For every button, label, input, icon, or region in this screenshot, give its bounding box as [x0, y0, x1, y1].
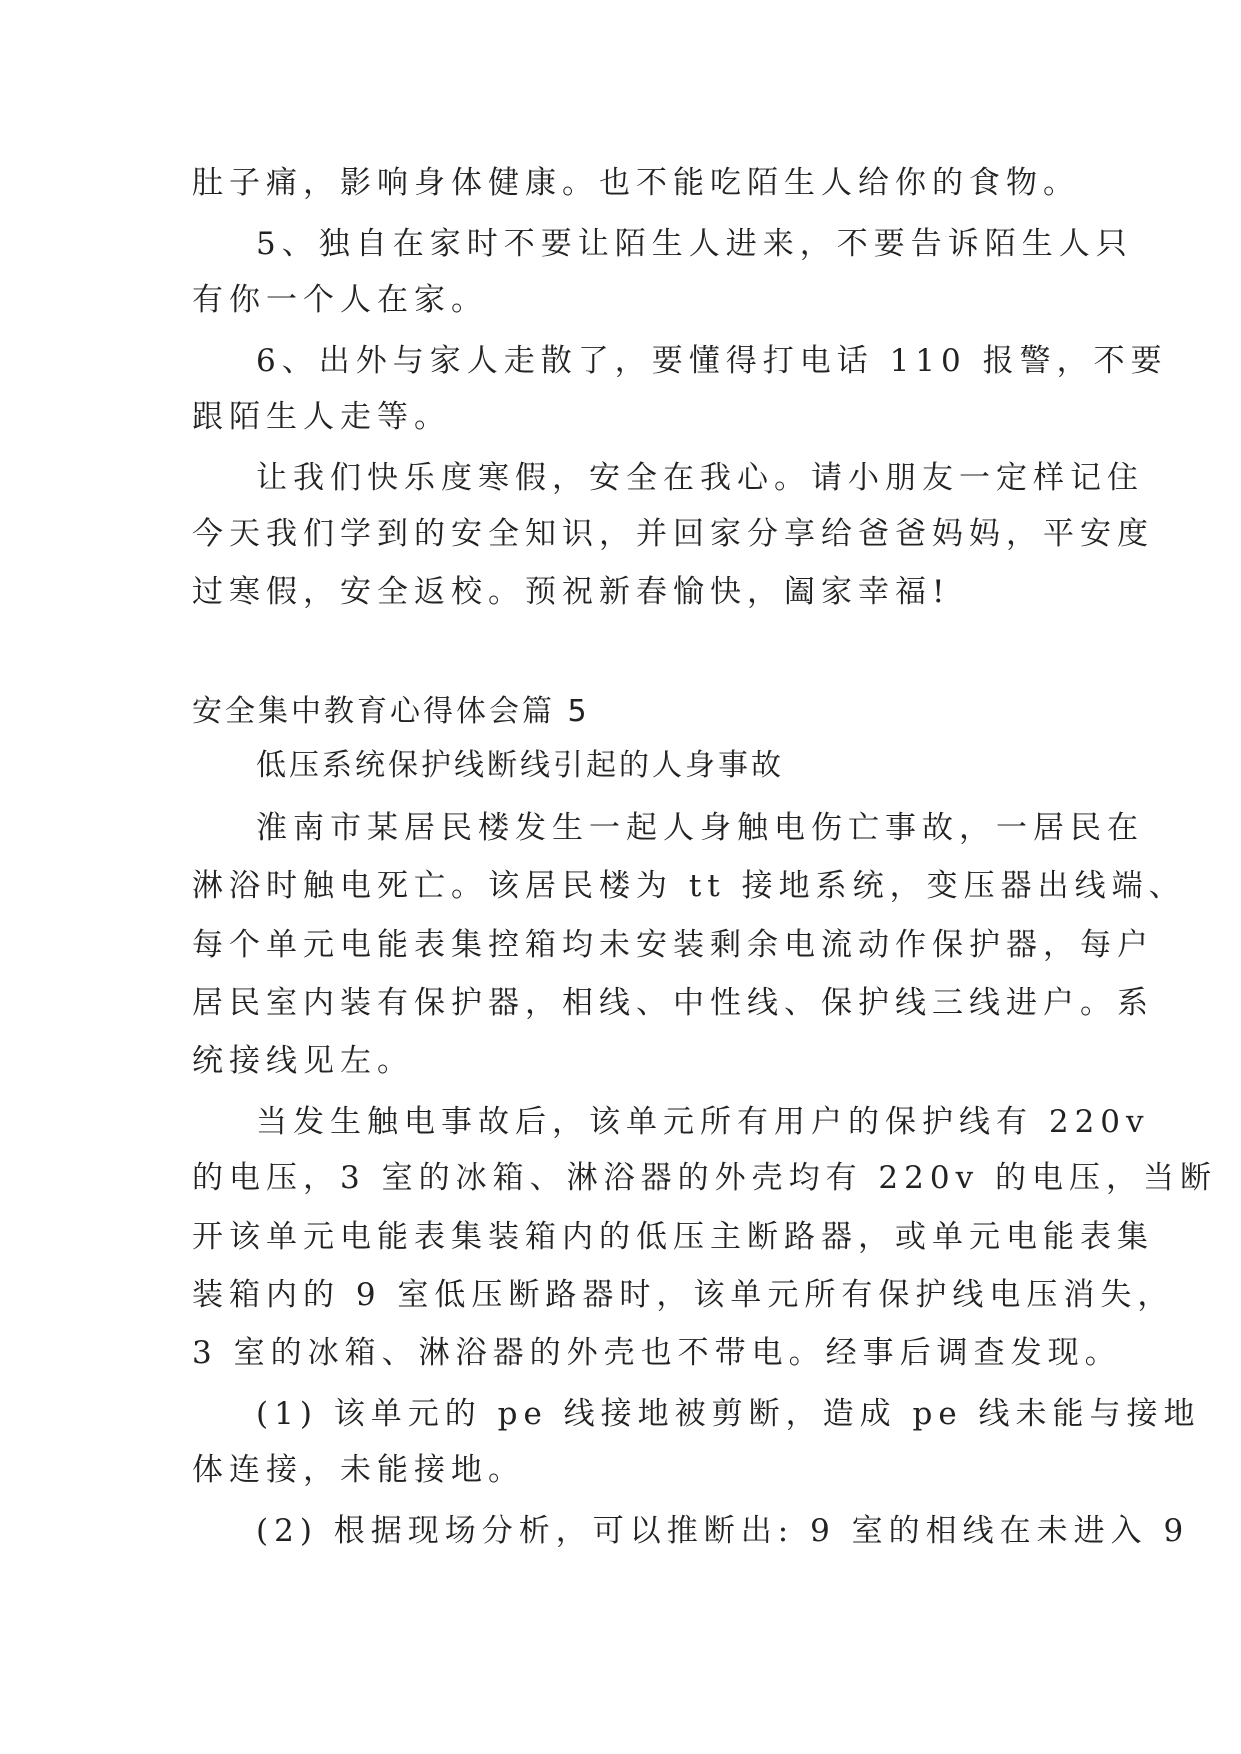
paragraph-line-1: 肚子痛，影响身体健康。也不能吃陌生人给你的食物。 [192, 165, 1080, 201]
paragraph-line-16: 开该单元电能表集装箱内的低压主断路器，或单元电能表集 [192, 1219, 1154, 1255]
paragraph-line-17: 装箱内的 9 室低压断路器时，该单元所有保护线电压消失， [192, 1277, 1175, 1313]
section-subheading: 低压系统保护线断线引起的人身事故 [256, 748, 784, 783]
paragraph-line-13: 统接线见左。 [192, 1043, 414, 1079]
section-heading: 安全集中教育心得体会篇 5 [192, 694, 590, 729]
paragraph-line-14: 当发生触电事故后，该单元所有用户的保护线有 220v [256, 1104, 1150, 1140]
paragraph-line-2: 5、独自在家时不要让陌生人进来，不要告诉陌生人只 [256, 226, 1133, 262]
paragraph-line-18: 3 室的冰箱、淋浴器的外壳也不带电。经事后调查发现。 [192, 1335, 1122, 1371]
paragraph-line-8: 过寒假，安全返校。预祝新春愉快，阖家幸福! [192, 574, 951, 610]
paragraph-line-12: 居民室内装有保护器，相线、中性线、保护线三线进户。系 [192, 985, 1154, 1021]
paragraph-line-3: 有你一个人在家。 [192, 282, 488, 318]
paragraph-line-5: 跟陌生人走等。 [192, 399, 451, 435]
paragraph-line-7: 今天我们学到的安全知识，并回家分享给爸爸妈妈，平安度 [192, 516, 1154, 552]
paragraph-line-10: 淋浴时触电死亡。该居民楼为 tt 接地系统，变压器出线端、 [192, 868, 1186, 904]
paragraph-line-21: (2) 根据现场分析，可以推断出: 9 室的相线在未进入 9 [256, 1513, 1190, 1549]
paragraph-line-9: 淮南市某居民楼发生一起人身触电伤亡事故，一居民在 [256, 810, 1144, 846]
paragraph-line-19: (1) 该单元的 pe 线接地被剪断，造成 pe 线未能与接地 [256, 1396, 1201, 1432]
paragraph-line-20: 体连接，未能接地。 [192, 1452, 525, 1488]
paragraph-line-15: 的电压，3 室的冰箱、淋浴器的外壳均有 220v 的电压，当断 [192, 1160, 1217, 1196]
paragraph-line-6: 让我们快乐度寒假，安全在我心。请小朋友一定样记住 [256, 460, 1144, 496]
paragraph-line-11: 每个单元电能表集控箱均未安装剩余电流动作保护器，每户 [192, 927, 1154, 963]
paragraph-line-4: 6、出外与家人走散了，要懂得打电话 110 报警，不要 [256, 343, 1168, 379]
